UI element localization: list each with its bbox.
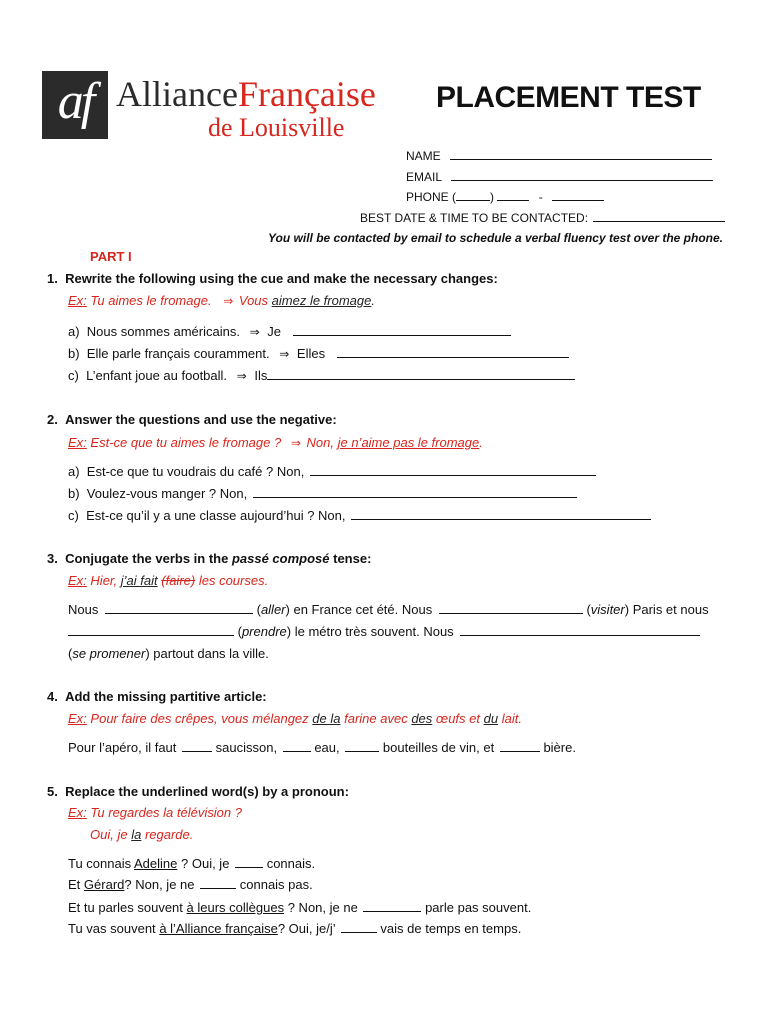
- arrow-icon: ⇒: [279, 347, 290, 361]
- q3-ex-answer: j’ai fait: [120, 573, 158, 588]
- q1-b-letter: b): [68, 346, 80, 361]
- q2-a-blank[interactable]: [310, 464, 596, 476]
- q2-item-c: [68, 508, 651, 523]
- q3-verb-prendre: prendre: [241, 624, 287, 639]
- q2-b-text: Voulez-vous manger ? Non,: [86, 486, 248, 501]
- q4-l-c: eau,: [314, 740, 340, 755]
- q1-c-text: L’enfant joue au football.: [86, 368, 228, 383]
- arrow-icon: ⇒: [290, 436, 301, 450]
- q3-l1-b: en France cet été. Nous: [293, 602, 433, 617]
- q4-ex-des: des: [411, 711, 433, 726]
- q5-s4-c: vais de temps en temps.: [380, 921, 522, 936]
- q1-item-b: [68, 346, 569, 361]
- q4-l-a: Pour l’apéro, il faut: [68, 740, 177, 755]
- q5-s3-underlined: à leurs collègues: [186, 900, 285, 915]
- q4-blank-2[interactable]: [283, 740, 311, 752]
- q5-s4-a: Tu vas souvent: [68, 921, 156, 936]
- q1-c-letter: c): [68, 368, 79, 383]
- q5-heading: [47, 784, 349, 799]
- q1-ex-vous: Vous: [238, 293, 269, 308]
- q3-verb-visiter: visiter: [590, 602, 625, 617]
- q2-ex-answer: je n’aime pas le fromage: [337, 435, 480, 450]
- q2-ex-text: Est-ce que tu aimes le fromage ?: [90, 435, 282, 450]
- q4-ex-b: farine avec: [344, 711, 408, 726]
- q5-blank-1[interactable]: [235, 856, 263, 868]
- q4-ex-a: Pour faire des crêpes, vous mélangez: [90, 711, 309, 726]
- q5-s2-underlined: Gérard: [83, 877, 125, 892]
- q3-l2-b: le métro très souvent. Nous: [294, 624, 454, 639]
- q5-ex-pronoun: la: [131, 827, 142, 842]
- q1-a-letter: a): [68, 324, 80, 339]
- q4-number: 4.: [47, 689, 58, 704]
- q5-s2-c: connais pas.: [239, 877, 313, 892]
- q5-s3-c: parle pas souvent.: [425, 900, 532, 915]
- q3-blank-3[interactable]: [68, 624, 234, 636]
- phone-prefix-blank[interactable]: [497, 189, 529, 201]
- contact-note: You will be contacted by email to schedule a verbal fluency test over the phone.: [268, 231, 724, 245]
- q2-b-letter: b): [68, 486, 80, 501]
- q5-sentence-3: [68, 900, 531, 915]
- q2-number: 2.: [47, 412, 58, 427]
- email-blank[interactable]: [451, 169, 713, 181]
- q5-s1-a: Tu connais: [68, 856, 132, 871]
- phone-paren: ): [490, 190, 495, 204]
- email-field-row: [406, 169, 713, 184]
- q3-line-3: (se promener) partout dans la ville.: [68, 646, 269, 661]
- name-label: NAME: [406, 149, 441, 163]
- q5-sentence-1: [68, 856, 315, 871]
- q5-s4-underlined: à l’Alliance française: [159, 921, 278, 936]
- arrow-icon: ⇒: [249, 325, 260, 339]
- q4-l-e: bière.: [543, 740, 576, 755]
- page-title: PLACEMENT TEST: [436, 81, 701, 114]
- name-blank[interactable]: [450, 148, 712, 160]
- logo-monogram: af: [57, 73, 93, 130]
- q4-blank-3[interactable]: [345, 740, 379, 752]
- q4-l-d: bouteilles de vin, et: [382, 740, 495, 755]
- q3-verb-aller: aller: [260, 602, 286, 617]
- q3-ex-hier: Hier,: [90, 573, 118, 588]
- phone-label: PHONE (: [406, 190, 457, 204]
- q1-a-cue: Je: [267, 324, 281, 339]
- q1-a-blank[interactable]: [293, 324, 511, 336]
- q2-c-letter: c): [68, 508, 79, 523]
- q3-line-2: (prendre) le métro très souvent. Nous: [68, 624, 700, 639]
- q4-l-b: saucisson,: [215, 740, 278, 755]
- q1-item-c: [68, 368, 575, 383]
- q3-l1-a: Nous: [68, 602, 99, 617]
- q3-example: [68, 573, 268, 588]
- q1-ex-text: Tu aimes le fromage.: [90, 293, 212, 308]
- q4-example: [68, 711, 522, 726]
- q5-s4-b: ? Oui, je/j’: [277, 921, 336, 936]
- phone-dash: -: [538, 190, 543, 204]
- q5-sentence-2: [68, 877, 313, 892]
- q3-l3-b: partout dans la ville.: [153, 646, 269, 661]
- q1-ex-answer: aimez le fromage: [271, 293, 372, 308]
- q5-s2-b: ? Non, je ne: [124, 877, 195, 892]
- q4-ex-de-la: de la: [312, 711, 341, 726]
- q5-s2-a: Et: [68, 877, 81, 892]
- q5-sentence-4: [68, 921, 521, 936]
- q2-a-text: Est-ce que tu voudrais du café ? Non,: [86, 464, 305, 479]
- q3-instruction-tense: passé composé: [231, 551, 330, 566]
- q3-ex-strike: (faire): [161, 573, 196, 588]
- q5-example-answer: [90, 827, 193, 842]
- q1-b-blank[interactable]: [337, 346, 569, 358]
- q3-number: 3.: [47, 551, 58, 566]
- q5-number: 5.: [47, 784, 58, 799]
- q5-ex-question: Tu regardes la télévision ?: [90, 805, 242, 820]
- q3-blank-1[interactable]: [105, 602, 253, 614]
- q1-ex-label: Ex:: [68, 293, 87, 308]
- q2-instruction: Answer the questions and use the negative:: [65, 412, 337, 427]
- q3-verb-se-promener: se promener: [72, 646, 146, 661]
- best-time-label: BEST DATE & TIME TO BE CONTACTED:: [360, 211, 589, 225]
- q5-example-question: [68, 805, 242, 820]
- q4-heading: [47, 689, 267, 704]
- q2-ex-period: .: [479, 435, 483, 450]
- q1-example: [68, 293, 375, 308]
- phone-area-blank[interactable]: [456, 189, 490, 201]
- q2-c-text: Est-ce qu’il y a une classe aujourd’hui ? Non,: [86, 508, 346, 523]
- q3-ex-end: les courses.: [198, 573, 269, 588]
- logo-subtitle: de Louisville: [208, 113, 345, 142]
- q1-instruction: Rewrite the following using the cue and make the necessary changes:: [65, 271, 498, 286]
- q2-a-letter: a): [68, 464, 80, 479]
- q1-b-text: Elle parle français couramment.: [86, 346, 270, 361]
- q1-item-a: [68, 324, 511, 339]
- q4-instruction: Add the missing partitive article:: [65, 689, 267, 704]
- q4-ex-label: Ex:: [68, 711, 87, 726]
- q3-line-1: Nous (aller) en France cet été. Nous (visiter) Paris et nous: [68, 602, 709, 617]
- q4-blank-4[interactable]: [500, 740, 540, 752]
- phone-field-row: [406, 189, 604, 204]
- best-time-blank[interactable]: [593, 210, 725, 222]
- q1-number: 1.: [47, 271, 58, 286]
- q5-s3-b: ? Non, je ne: [287, 900, 358, 915]
- q2-example: [68, 435, 483, 450]
- q5-instruction: Replace the underlined word(s) by a pronoun:: [65, 784, 349, 799]
- q3-blank-4[interactable]: [460, 624, 700, 636]
- q5-blank-2[interactable]: [200, 877, 236, 889]
- q1-heading: [47, 271, 498, 286]
- q5-blank-3[interactable]: [363, 900, 421, 912]
- best-time-row: [360, 210, 725, 225]
- q5-ex-a1: Oui, je: [90, 827, 128, 842]
- q4-ex-du: du: [483, 711, 499, 726]
- part-heading: PART I: [90, 249, 132, 264]
- q2-ex-label: Ex:: [68, 435, 87, 450]
- q4-ex-c: œufs et: [435, 711, 480, 726]
- q5-s1-b: ? Oui, je: [181, 856, 230, 871]
- q1-c-blank[interactable]: [267, 368, 575, 380]
- q3-l1-c: Paris et nous: [632, 602, 709, 617]
- q1-b-cue: Elles: [296, 346, 326, 361]
- q3-ex-label: Ex:: [68, 573, 87, 588]
- q5-ex-label: Ex:: [68, 805, 87, 820]
- q5-s3-a: Et tu parles souvent: [68, 900, 183, 915]
- logo-word-francaise: Française: [237, 74, 376, 114]
- logo-monogram-box: [42, 71, 108, 139]
- q3-blank-2[interactable]: [439, 602, 583, 614]
- q5-s1-underlined: Adeline: [134, 856, 178, 871]
- q5-blank-4[interactable]: [341, 921, 377, 933]
- q1-c-cue: Ils: [254, 368, 268, 383]
- q3-instruction-a: Conjugate the verbs in the: [65, 551, 229, 566]
- q2-ex-non: Non,: [306, 435, 334, 450]
- logo-wordmark: [116, 74, 376, 114]
- q2-b-blank[interactable]: [253, 486, 577, 498]
- q5-s1-c: connais.: [266, 856, 316, 871]
- q1-a-text: Nous sommes américains.: [86, 324, 240, 339]
- q3-heading: [47, 551, 371, 566]
- q2-item-a: [68, 464, 596, 479]
- q4-ex-d: lait.: [501, 711, 522, 726]
- phone-line-blank[interactable]: [552, 189, 604, 201]
- q2-heading: [47, 412, 337, 427]
- logo-word-alliance: Alliance: [116, 74, 238, 114]
- q1-ex-period: .: [371, 293, 375, 308]
- arrow-icon: ⇒: [223, 294, 234, 308]
- name-field-row: [406, 148, 712, 163]
- q4-line: [68, 740, 576, 755]
- email-label: EMAIL: [406, 170, 442, 184]
- q2-c-blank[interactable]: [351, 508, 651, 520]
- arrow-icon: ⇒: [236, 369, 247, 383]
- q2-item-b: [68, 486, 577, 501]
- q4-blank-1[interactable]: [182, 740, 212, 752]
- q3-instruction-c: tense:: [333, 551, 372, 566]
- q5-ex-a2: regarde.: [144, 827, 194, 842]
